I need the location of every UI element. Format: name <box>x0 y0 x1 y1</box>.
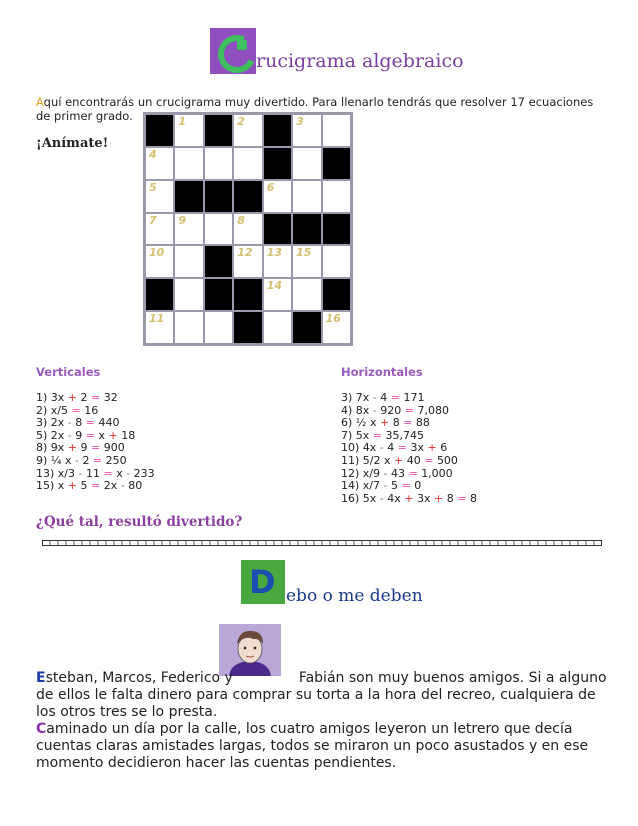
clue-number: 12 <box>237 246 253 260</box>
equation-item: 11) 5/2 x + 40 = 500 <box>341 453 458 467</box>
paragraph-walking: Caminado un día por la calle, los cuatro amigos leyeron un letrero que decía cuentas claras amistades largas, todos se miraron un poco asustados y en ese momento decidieron hacer las cuentas pendientes. <box>36 721 589 771</box>
boy-portrait-icon <box>219 624 281 676</box>
black-cell <box>263 147 292 180</box>
clue-number: 14 <box>266 279 283 293</box>
crossword-cell[interactable] <box>145 180 174 213</box>
equation-item: 12) x/9 - 43 = 1,000 <box>341 466 453 480</box>
equation-item: 3) 7x - 4 = 171 <box>341 391 425 404</box>
equation-item: 3) 2x - 8 = 440 <box>36 416 120 430</box>
crossword-header <box>210 28 464 74</box>
crossword-cell[interactable] <box>292 180 321 213</box>
crossword-cell[interactable] <box>145 311 174 344</box>
crossword-cell[interactable] <box>145 213 174 246</box>
crossword-cell[interactable] <box>233 147 262 180</box>
clue-number: 5 <box>149 180 157 194</box>
black-cell <box>174 180 203 213</box>
decorative-divider <box>42 540 602 546</box>
crossword-cell[interactable] <box>145 147 174 180</box>
para1-initial: E <box>36 670 46 686</box>
black-cell <box>322 213 351 246</box>
clue-number: 6 <box>266 180 275 194</box>
crossword-cell[interactable] <box>174 311 203 344</box>
crossword-cell[interactable] <box>322 180 351 213</box>
verticales-list <box>36 392 155 493</box>
black-cell <box>145 114 174 147</box>
crossword-cell[interactable] <box>174 245 203 278</box>
letter-d-logo-icon: D <box>241 560 285 604</box>
equation-item: 7) 5x = 35,745 <box>341 428 425 442</box>
crossword-cell[interactable] <box>233 245 262 278</box>
crossword-grid <box>143 112 353 346</box>
clue-number: 1 <box>178 115 187 128</box>
equation-item: 2) x/5 = 16 <box>36 403 99 417</box>
crossword-cell[interactable] <box>263 180 292 213</box>
crossword-cell[interactable] <box>204 311 233 344</box>
black-cell <box>263 213 292 246</box>
clue-number: 16 <box>325 312 341 326</box>
intro-text: quí encontrarás un crucigrama muy divertido. Para llenarlo tendrás que resolver 17 ecuaciones de primer grado. <box>36 95 594 123</box>
crossword-cell[interactable] <box>322 114 351 147</box>
debo-title: ebo o me deben <box>286 586 423 606</box>
crossword-cell[interactable] <box>263 278 292 311</box>
black-cell <box>204 278 233 311</box>
black-cell <box>204 180 233 213</box>
equation-item: 8) 9x + 9 = 900 <box>36 441 125 455</box>
letter-c-logo-icon <box>210 28 256 74</box>
crossword-cell[interactable] <box>292 245 321 278</box>
equation-item: 15) x + 5 = 2x - 80 <box>36 479 143 493</box>
black-cell <box>233 180 262 213</box>
crossword-cell[interactable] <box>204 213 233 246</box>
black-cell <box>204 245 233 278</box>
equation-item: 6) ½ x + 8 = 88 <box>341 416 430 430</box>
clue-number: 10 <box>149 246 165 260</box>
equation-item: 5) 2x - 9 = x + 18 <box>36 428 136 442</box>
intro-first-letter: A <box>36 95 44 109</box>
paragraph-friends: Esteban, Marcos, Federico y Fabián son muy buenos amigos. Si a alguno de ellos le falta dinero para comprar su torta a la hora del recreo, cualquiera de los otros tres se lo presta. <box>36 670 607 720</box>
crossword-cell[interactable] <box>322 245 351 278</box>
horizontales-list <box>341 392 477 505</box>
crossword-cell[interactable] <box>145 245 174 278</box>
crossword-cell[interactable] <box>322 311 351 344</box>
crossword-cell[interactable] <box>174 114 203 147</box>
crossword-cell[interactable] <box>263 311 292 344</box>
crossword-cell[interactable] <box>174 278 203 311</box>
crossword-cell[interactable] <box>233 114 262 147</box>
crossword-title: rucigrama algebraico <box>256 50 464 72</box>
clue-number: 8 <box>237 213 245 227</box>
equation-item: 1) 3x + 2 = 32 <box>36 391 118 404</box>
black-cell <box>233 278 262 311</box>
equation-item: 10) 4x - 4 = 3x + 6 <box>341 441 448 455</box>
crossword-cell[interactable] <box>174 147 203 180</box>
para2-initial: C <box>36 721 47 737</box>
black-cell <box>145 278 174 311</box>
crossword-cell[interactable] <box>292 114 321 147</box>
clue-number: 4 <box>149 147 157 161</box>
black-cell <box>204 114 233 147</box>
crossword-cell[interactable] <box>263 245 292 278</box>
clue-number: 15 <box>296 246 312 260</box>
verticales-title: Verticales <box>36 365 101 379</box>
clue-number: 9 <box>178 213 187 227</box>
crossword-cell[interactable] <box>233 213 262 246</box>
horizontales-title: Horizontales <box>341 365 423 379</box>
equation-item: 14) x/7 - 5 = 0 <box>341 479 422 493</box>
clue-number: 13 <box>266 246 283 260</box>
black-cell <box>322 147 351 180</box>
clue-number: 3 <box>296 115 304 128</box>
clue-number: 2 <box>237 115 245 128</box>
equation-item: 4) 8x - 920 = 7,080 <box>341 403 449 417</box>
black-cell <box>263 114 292 147</box>
equation-item: 13) x/3 - 11 = x - 233 <box>36 466 155 480</box>
equation-item: 16) 5x - 4x + 3x + 8 = 8 <box>341 491 477 505</box>
equation-item: 9) ¼ x - 2 = 250 <box>36 453 127 467</box>
crossword-cell[interactable] <box>174 213 203 246</box>
clue-number: 11 <box>149 312 165 326</box>
clue-number: 7 <box>149 213 157 227</box>
black-cell <box>322 278 351 311</box>
black-cell <box>292 311 321 344</box>
crossword-cell[interactable] <box>204 147 233 180</box>
crossword-cell[interactable] <box>292 147 321 180</box>
question-heading: ¿Qué tal, resultó divertido? <box>36 514 243 530</box>
black-cell <box>292 213 321 246</box>
black-cell <box>233 311 262 344</box>
crossword-cell[interactable] <box>292 278 321 311</box>
animate-text: ¡Anímate! <box>36 136 109 151</box>
